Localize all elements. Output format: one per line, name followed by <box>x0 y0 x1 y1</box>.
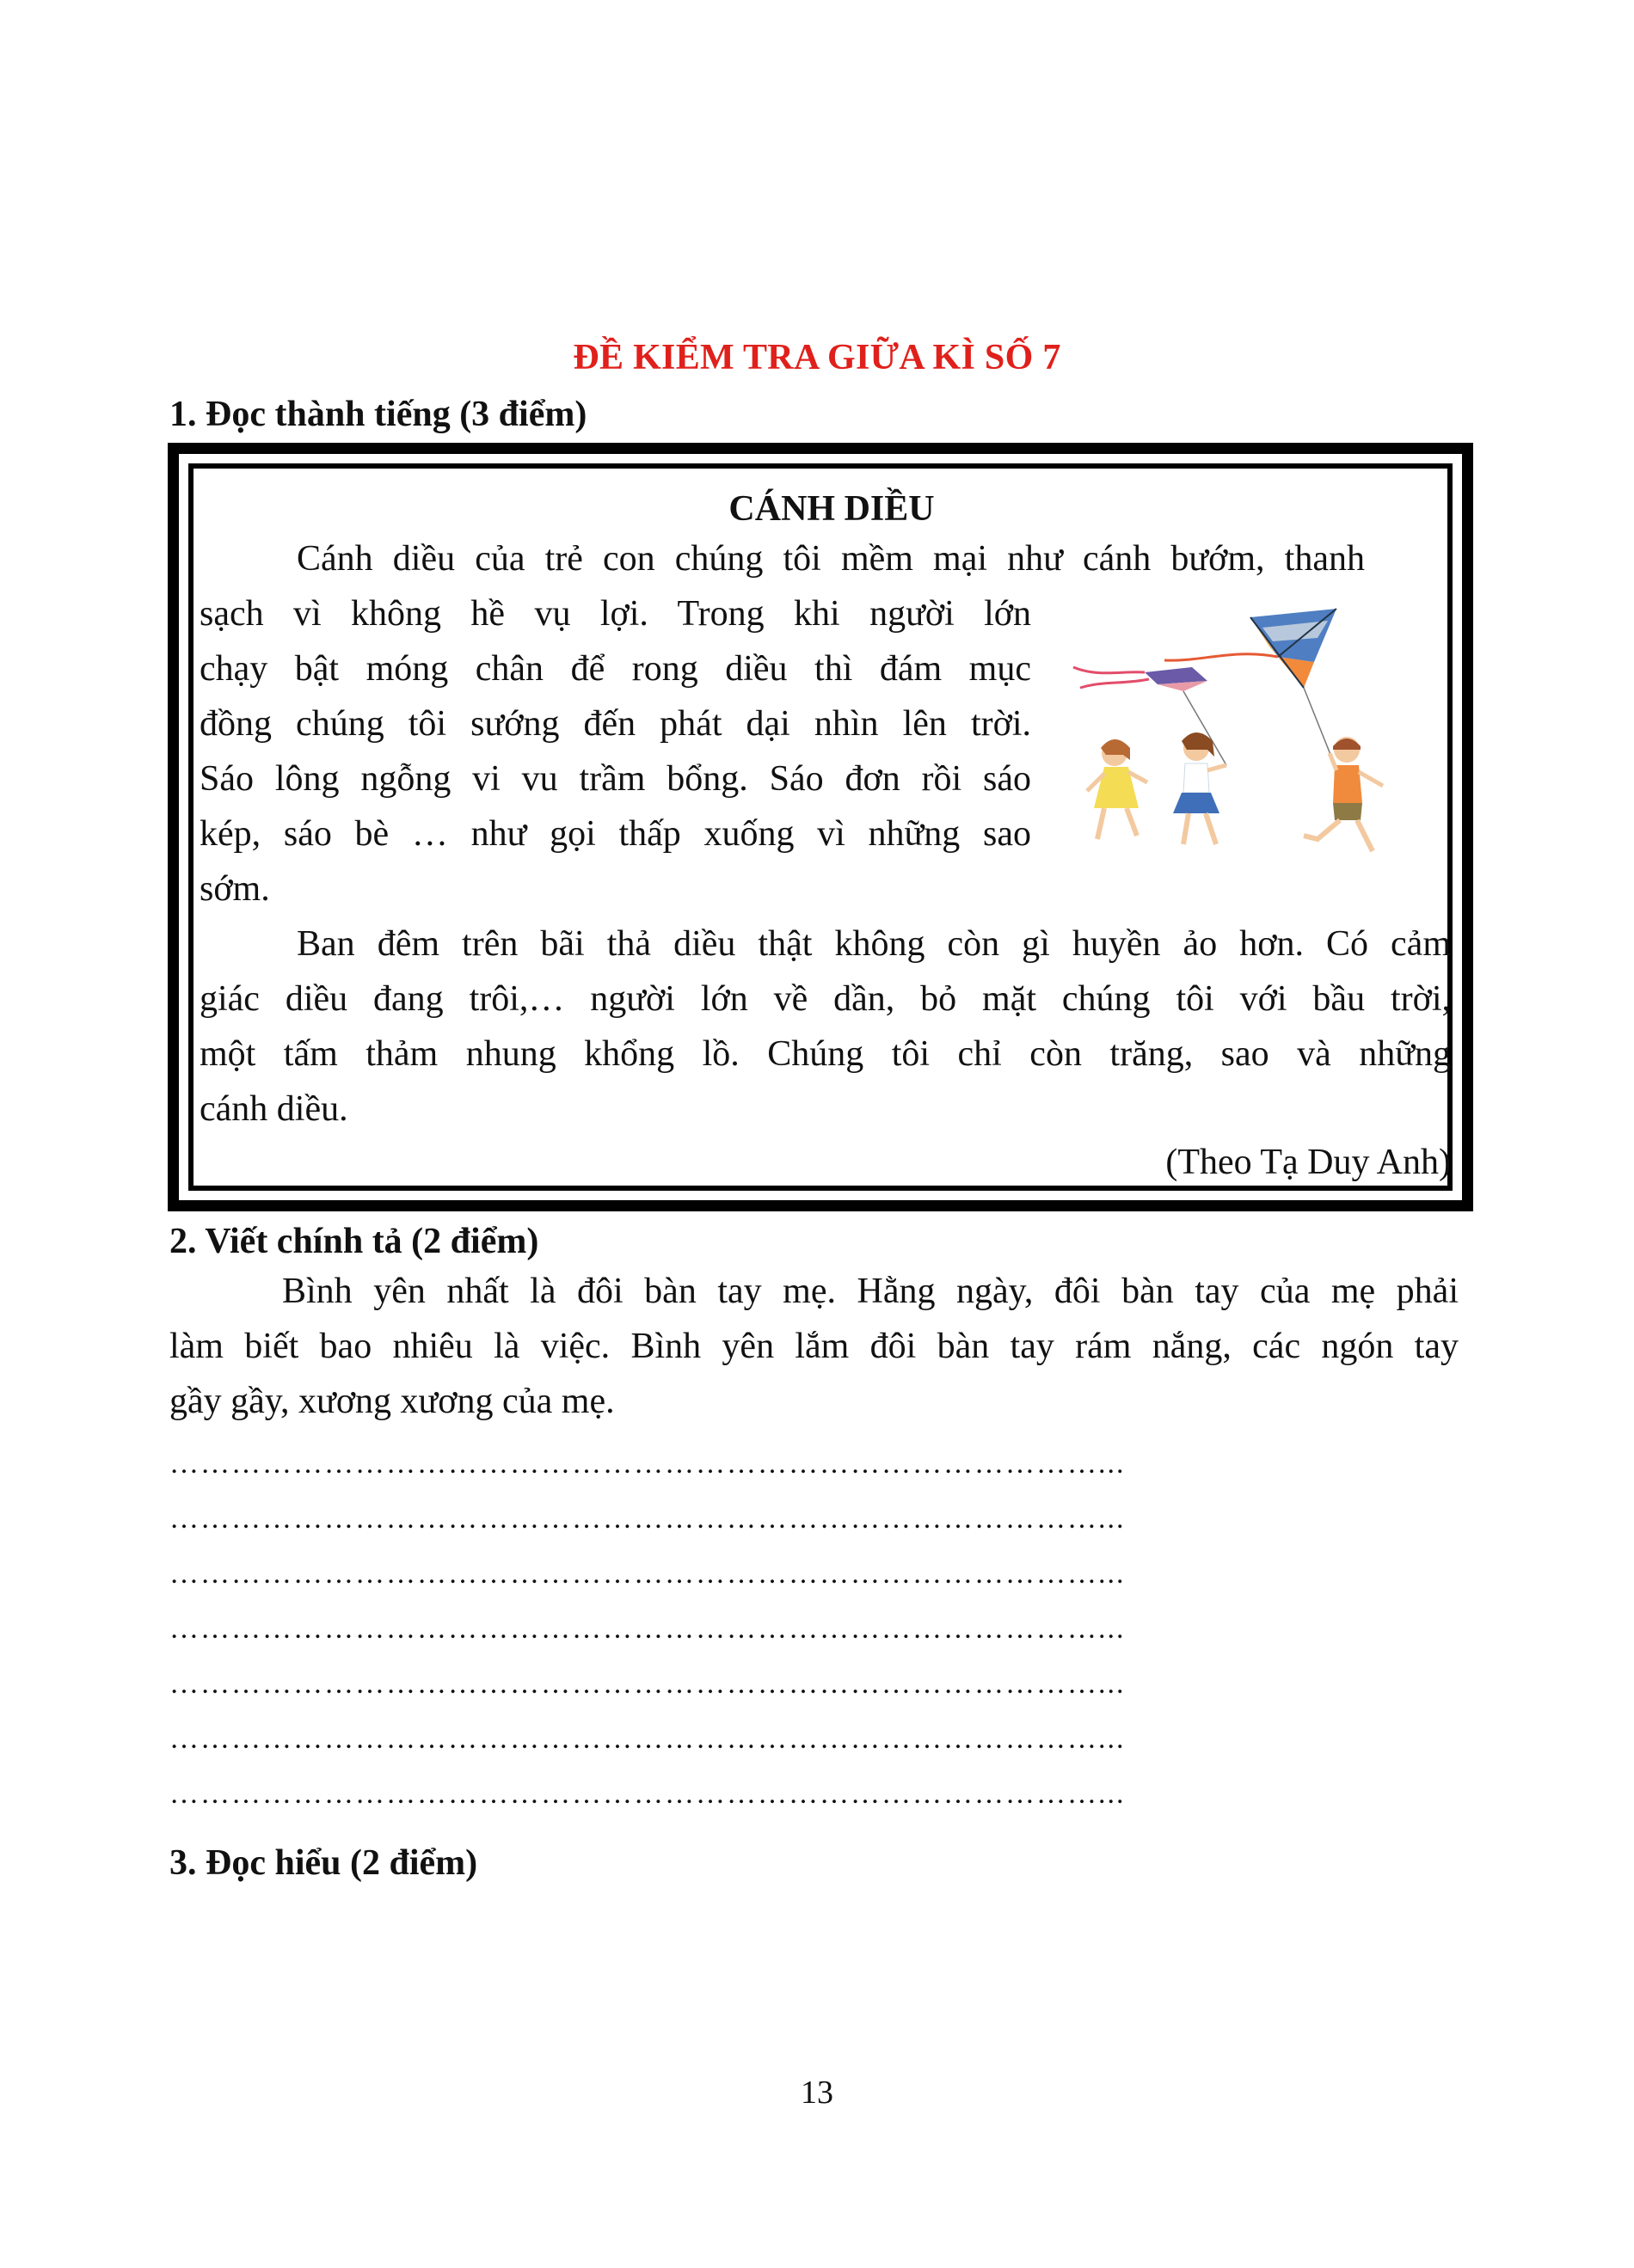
dictation-line: Bình yên nhất là đôi bàn tay mẹ. Hằng ngày, đôi bàn tay của mẹ phải <box>282 1272 1459 1311</box>
answer-dotted-line[interactable]: ………………………………………………………………………………... <box>169 1778 1126 1810</box>
page-title: ĐỀ KIỂM TRA GIỮA KÌ SỐ 7 <box>573 338 1061 377</box>
answer-dotted-line[interactable]: ………………………………………………………………………………... <box>169 1723 1126 1755</box>
passage-line: một tấm thảm nhung khổng lồ. Chúng tôi chỉ còn trăng, sao và những <box>200 1034 1451 1074</box>
passage-line: sạch vì không hề vụ lợi. Trong khi người lớn <box>200 594 1031 634</box>
passage-line: sớm. <box>200 869 270 909</box>
section-heading-comprehension: 3. Đọc hiểu (2 điểm) <box>169 1843 478 1883</box>
passage-line: Cánh diều của trẻ con chúng tôi mềm mại như cánh bướm, thanh <box>297 539 1365 579</box>
answer-dotted-line[interactable]: ………………………………………………………………………………... <box>169 1668 1126 1700</box>
passage-author: (Theo Tạ Duy Anh) <box>1165 1143 1451 1182</box>
passage-line: đồng chúng tôi sướng đến phát dại nhìn lên trời. <box>200 704 1031 744</box>
kite-children-illustration <box>1063 602 1424 877</box>
section-heading-reading-aloud: 1. Đọc thành tiếng (3 điểm) <box>169 395 587 434</box>
child-yellow-dress-icon <box>1087 739 1147 839</box>
passage-line: kép, sáo bè … như gọi thấp xuống vì những sao <box>200 814 1031 854</box>
answer-dotted-line[interactable]: ………………………………………………………………………………... <box>169 1558 1126 1590</box>
child-boy-icon <box>1304 737 1383 851</box>
answer-dotted-line[interactable]: ………………………………………………………………………………... <box>169 1613 1126 1645</box>
answer-dotted-line[interactable]: ………………………………………………………………………………... <box>169 1448 1126 1480</box>
section-heading-dictation: 2. Viết chính tả (2 điểm) <box>169 1222 539 1261</box>
dictation-line: làm biết bao nhiêu là việc. Bình yên lắm đôi bàn tay rám nắng, các ngón tay <box>169 1327 1459 1366</box>
passage-line: Ban đêm trên bãi thả diều thật không còn gì huyền ảo hơn. Có cảm <box>297 924 1451 964</box>
passage-line: giác diều đang trôi,… người lớn về dần, bỏ mặt chúng tôi với bầu trời, <box>200 979 1451 1019</box>
passage-line: cánh diều. <box>200 1089 348 1129</box>
passage-title: CÁNH DIỀU <box>728 489 935 529</box>
page-number: 13 <box>801 2075 833 2111</box>
small-kite-icon <box>1073 667 1207 691</box>
answer-dotted-line[interactable]: ………………………………………………………………………………... <box>169 1503 1126 1535</box>
passage-line: Sáo lông ngỗng vi vu trầm bổng. Sáo đơn rồi sáo <box>200 759 1031 799</box>
dictation-line: gầy gầy, xương xương của mẹ. <box>169 1382 615 1421</box>
child-blue-skirt-icon <box>1173 733 1226 844</box>
passage-line: chạy bật móng chân để rong diều thì đám mục <box>200 649 1031 689</box>
